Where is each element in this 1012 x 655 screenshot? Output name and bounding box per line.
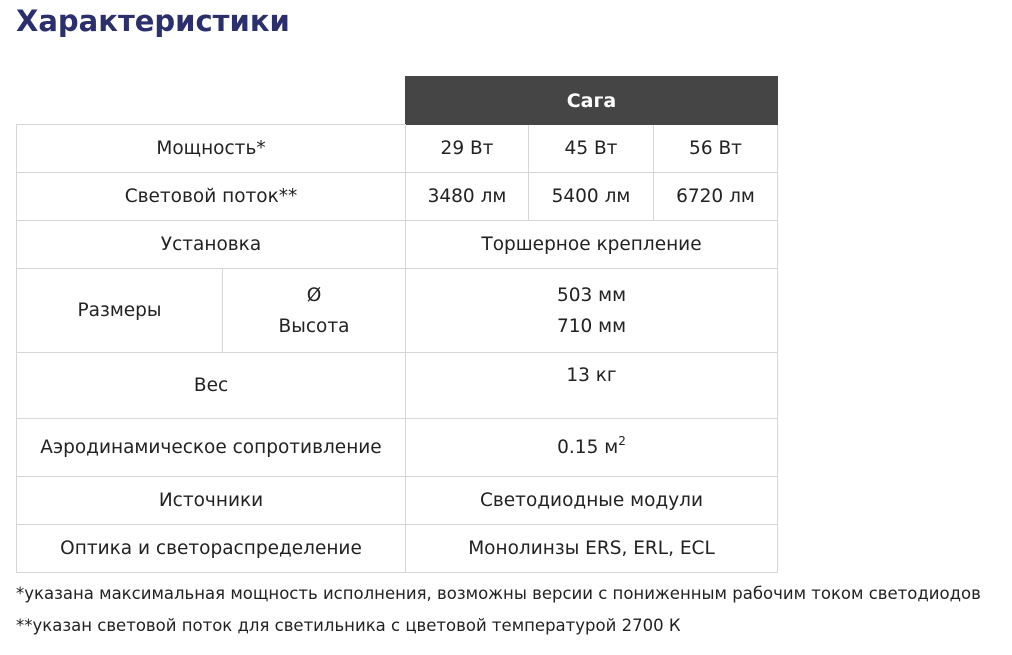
row-label-weight: Вес xyxy=(17,353,406,419)
dims-value-diameter: 503 мм xyxy=(556,284,627,306)
table-row-weight xyxy=(17,353,778,419)
footnote-flux: **указан световой поток для светильника с цветовой температурой 2700 К xyxy=(16,616,681,635)
table-row-drag xyxy=(17,419,778,477)
cell-power-3: 56 Вт xyxy=(654,125,778,173)
drag-unit-exponent: 2 xyxy=(618,434,626,448)
table-row-power xyxy=(17,125,778,173)
table-row-sources xyxy=(17,477,778,525)
table-header-row xyxy=(17,77,778,125)
cell-drag xyxy=(406,419,778,477)
row-label-power: Мощность* xyxy=(17,125,406,173)
row-label-sources: Источники xyxy=(17,477,406,525)
table-row-optics xyxy=(17,525,778,573)
dims-value-height: 710 мм xyxy=(556,315,627,337)
dims-sublabel-height: Высота xyxy=(278,315,350,337)
specs-table xyxy=(16,76,778,573)
dims-sublabel-diameter: Ø xyxy=(306,284,322,306)
dims-sublabels xyxy=(223,269,406,353)
header-spacer xyxy=(17,77,406,125)
cell-mount: Торшерное крепление xyxy=(406,221,778,269)
drag-value: 0.15 м xyxy=(557,437,619,458)
page-title: Характеристики xyxy=(16,4,290,38)
cell-power-2: 45 Вт xyxy=(529,125,654,173)
cell-flux-2: 5400 лм xyxy=(529,173,654,221)
cell-flux-3: 6720 лм xyxy=(654,173,778,221)
cell-sources: Светодиодные модули xyxy=(406,477,778,525)
model-name-header: Сага xyxy=(406,77,778,125)
table-row-flux xyxy=(17,173,778,221)
table-row-mount xyxy=(17,221,778,269)
cell-weight: 13 кг xyxy=(406,353,778,419)
row-label-optics: Оптика и светораспределение xyxy=(17,525,406,573)
cell-power-1: 29 Вт xyxy=(406,125,529,173)
row-label-mount: Установка xyxy=(17,221,406,269)
row-label-flux: Световой поток** xyxy=(17,173,406,221)
row-label-dims: Размеры xyxy=(17,269,223,353)
table-row-dims xyxy=(17,269,778,353)
cell-optics: Монолинзы ERS, ERL, ECL xyxy=(406,525,778,573)
cell-flux-1: 3480 лм xyxy=(406,173,529,221)
dims-values xyxy=(406,269,778,353)
footnote-power: *указана максимальная мощность исполнения, возможны версии с пониженным рабочим током светодиодов xyxy=(16,584,981,603)
row-label-drag: Аэродинамическое сопротивление xyxy=(17,419,406,477)
